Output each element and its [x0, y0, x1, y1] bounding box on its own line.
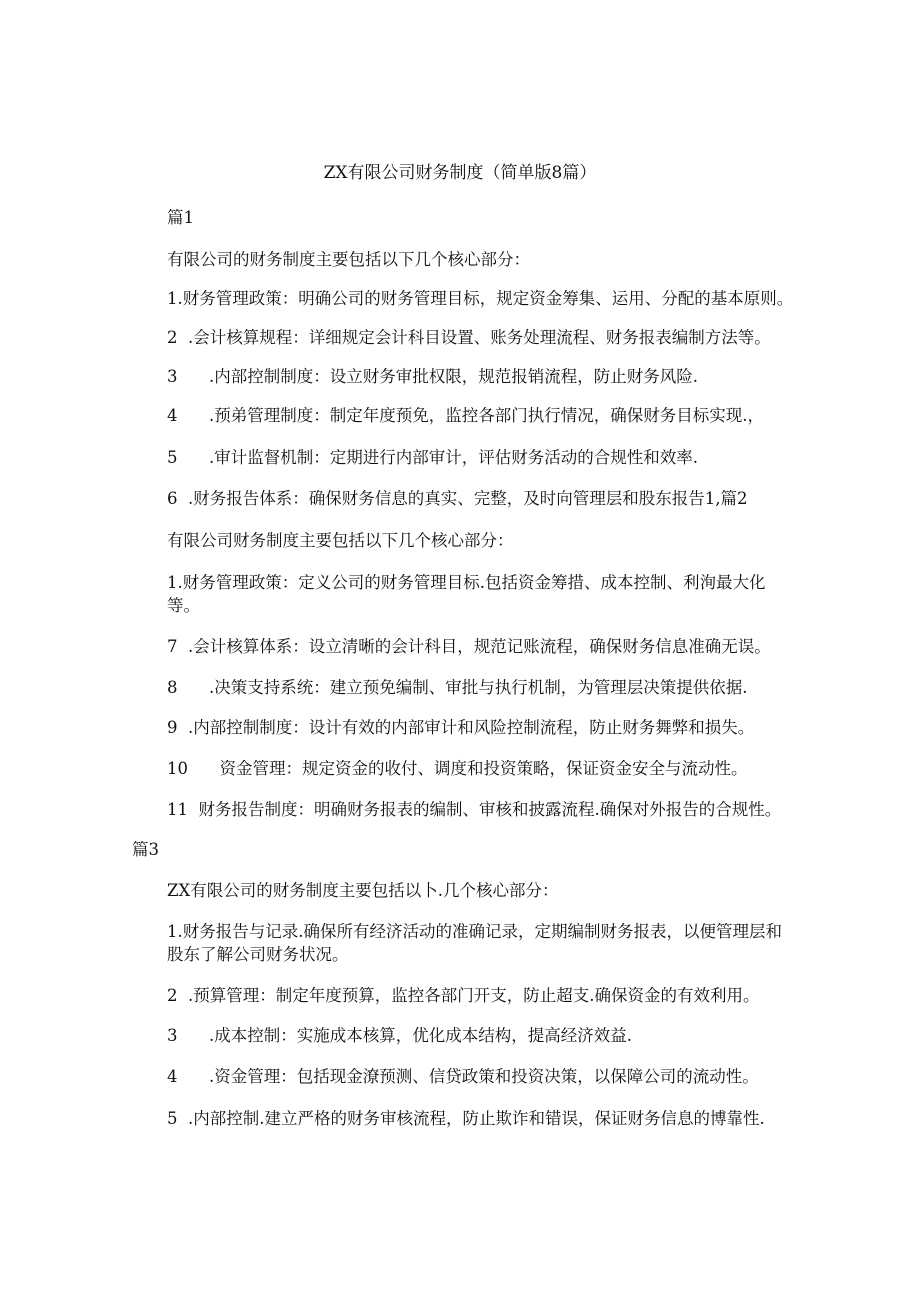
document-title: ZX有限公司财务制度（简单版8篇）	[323, 163, 597, 183]
list-item: 11 财务报告制度：明确财务报表的编制、审核和披露流程.确保对外报告的合规性。	[167, 800, 782, 819]
list-item: 5 .审计监督机制：定期进行内部审计，评估财务活动的合规性和效率.	[167, 448, 698, 467]
section-intro-3: ZX有限公司的财务制度主要包括以卜.几个核心部分：	[167, 881, 559, 900]
list-item: 10 资金管理：规定资金的收付、调度和投资策略，保证资金安全与流动性。	[167, 759, 748, 778]
section-heading-1: 篇1	[167, 208, 194, 227]
list-item: 7 .会计核算体系：设立清晰的会计科目，规范记账流程，确保财务信息准确无误。	[167, 637, 771, 656]
list-item: 2 .预算管理：制定年度预算，监控各部门开支，防止超支.确保资金的有效利用。	[167, 986, 760, 1005]
section-intro-1: 有限公司的财务制度主要包括以下几个核心部分：	[167, 250, 530, 269]
list-item: 4 .预弟管理制度：制定年度预免，监控各部门执行情况，确保财务目标实现.，	[167, 406, 764, 425]
list-item: 1.财务管理政策：定义公司的财务管理目标.包括资金筹措、成本控制、利洵最大化等。	[167, 573, 766, 615]
section-intro-2: 有限公司财务制度主要包括以下几个核心部分：	[167, 531, 514, 550]
list-item: 3 .成本控制：实施成本核算，优化成本结构，提高经济效益.	[167, 1026, 632, 1045]
list-item: 4 .资金管理：包括现金潦预测、信贷政策和投资决策，以保障公司的流动性。	[167, 1067, 759, 1086]
list-item: 9 .内部控制制度：设计有效的内部审计和风险控制流程，防止财务舞弊和损失。	[167, 718, 755, 737]
list-item: 8 .决策支持系统：建立预免编制、审批与执行机制，为管理层决策提供依据.	[167, 678, 748, 697]
list-item: 5 .内部控制.建立严格的财务审核流程，防止欺诈和错误，保证财务信息的博靠性.	[167, 1109, 765, 1128]
list-item: 3 .内部控制制度：设立财务审批权限，规范报销流程，防止财务风险.	[167, 367, 698, 386]
list-item: 6 .财务报告体系：确保财务信息的真实、完整，及时向管理层和股东报告1,篇2	[167, 489, 748, 508]
list-item: 1.财务报告与记录.确保所有经济活动的准确记录，定期编制财务报表，以便管理层和股东了解公司财务状况。	[167, 922, 782, 964]
section-heading-3: 篇3	[132, 840, 159, 859]
list-item: 2 .会计核算规程：详细规定会计科目设置、账务处理流程、财务报表编制方法等。	[167, 328, 771, 347]
list-item: 1.财务管理政策：明确公司的财务管理目标，规定资金筹集、运用、分配的基本原则。	[167, 289, 794, 308]
